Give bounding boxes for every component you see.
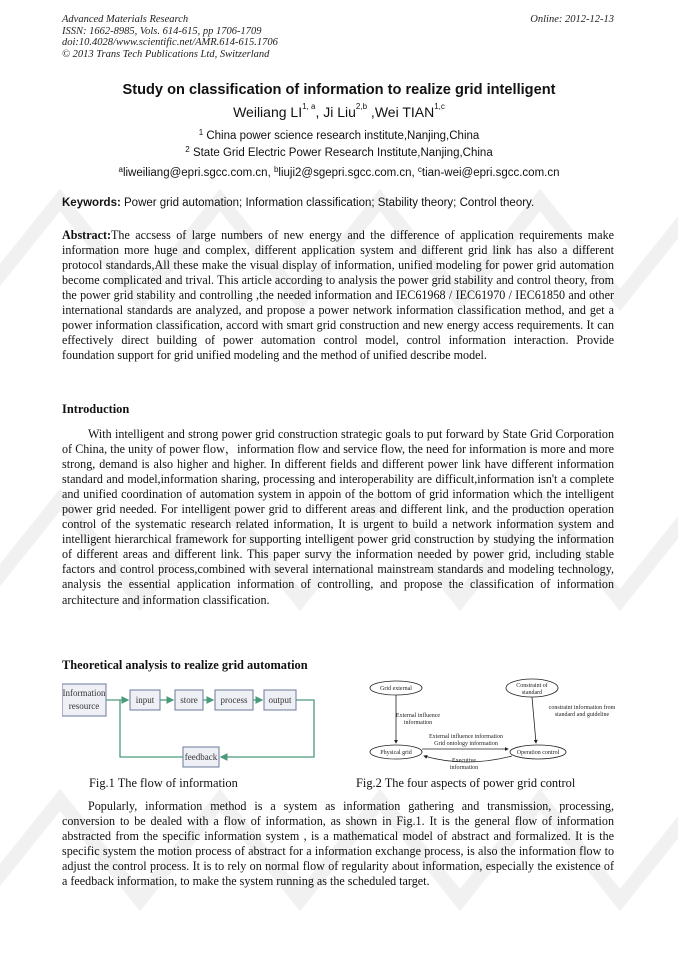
keywords (62, 197, 622, 209)
author-sup: 2,b (355, 102, 368, 111)
fig2-label: information (449, 765, 479, 771)
abstract-text: The accsess of large numbers of new energy and the difference of application requirements make information more huge and complex, different application system and different grid link has also a different protocol standards,All these make the visual display of information, unified modeling for power grid automation become complicated and trival. This article according to analysis the power grid stability and control theory, from the power grid stability and controlling ,the needed information and IEC61968 / IEC61970 / IEC61850 and other international standards are analyzed, and propose a power network information classification method, and get a power information classification, accord with smart grid construction and new energy access requirements. It can effectively direct building of power automation control model, control information interaction. Provide foundation support for grid unified modeling and the method of unified describe model. (62, 228, 614, 363)
fig2-label: information (403, 720, 433, 726)
email-link[interactable]: liuji2@sgepri.sgcc.com.cn (278, 167, 412, 179)
fig2-label: Grid ontology information (434, 741, 498, 747)
fig2-label: standard and guideline (554, 712, 610, 718)
affiliation (0, 130, 678, 142)
email-sup: b (273, 165, 279, 174)
fig2-label: External influence (395, 713, 441, 719)
section-heading: Introduction (62, 402, 130, 416)
figure-1-diagram (62, 682, 324, 778)
affiliation-sup: 2 (185, 145, 190, 154)
journal-header (62, 14, 278, 60)
author-list: Weiliang LI$^{1, a}$, Ji Liu$^{2,b}$ ,Wei TIAN$^{1,c}$ (233, 102, 445, 120)
fig2-label: Grid external (380, 686, 412, 692)
journal-copyright: © 2013 Trans Tech Publications Ltd, Switzerland (62, 48, 270, 60)
keywords-label: Keywords: (62, 197, 121, 209)
journal-issn: ISSN: 1662-8985, Vols. 614-615, pp 1706-1709 (62, 25, 262, 37)
introduction-paragraph: With intelligent and strong power grid construction strategic goals to put forward by State Grid Corporation of China, the unity of power flow，information flow and service flow, the need for information is more and more strong, demand is also higher and higher. In different fields and different power link have different information standard and model,information sharing, processing and interoperability are difficult,information isn't a complete and unified coordination of automation system in appoin of the bottom of grid information which the intelligent power grid needed. For intelligent power grid to different areas and different link, and the production operation control of the systematic research related information, It is urgent to build a network information system and intelligent hierarchical framework for supporting intelligent power grid construction by studying the information of different areas and different link. This paper survy the information needed by power grid, including stable factors and control process,combined with several international mainstream standards and modeling technology, analysis the essential application information of controlling, and propose the classification of information architecture and information classification. (62, 427, 614, 607)
affiliation-sup: 1 (198, 128, 204, 137)
fig2-label: Constraint of (516, 683, 548, 689)
fig1-label: store (180, 695, 198, 705)
figure-2-caption: Fig.2 The four aspects of power grid control (356, 776, 576, 790)
fig2-label: Operation control (516, 750, 560, 756)
section-heading: Theoretical analysis to realize grid automation (62, 658, 308, 672)
fig2-label: External influence information (429, 734, 503, 740)
fig2-label: Physical grid (380, 750, 412, 756)
author-name: Weiliang LI (233, 104, 303, 120)
body-paragraph: Popularly, information method is a system as information gathering and transmission, processing, conversion to be dealed with a flow of information, as shown in Fig.1. It is the general flow of information abstracted from the specific information system , is a mathematical model of abstract and formalized. It is the specific system the motion process of abstract for a information exchange process, is also the information flow to adjust the control process. It is to rely on normal flow of regularity about information, especially the existence of a feedback information, to make the system running as the scheduled target. (62, 799, 614, 889)
affiliation (0, 147, 678, 159)
journal-doi: doi:10.4028/www.scientific.net/AMR.614-615.1706 (62, 37, 278, 48)
abstract-label: Abstract: (62, 228, 112, 242)
fig1-label: input (135, 695, 155, 705)
abstract (62, 228, 614, 363)
figure-1-caption: Fig.1 The flow of information (89, 776, 238, 790)
author-name: Wei TIAN (374, 104, 435, 120)
figure-2-diagram (366, 676, 618, 776)
email-sup: c (417, 165, 422, 174)
online-date: Online: 2012-12-13 (530, 14, 614, 25)
email-link[interactable]: tian-wei@epri.sgcc.com.cn (421, 167, 560, 179)
journal-name: Advanced Materials Research (62, 14, 189, 25)
author-sup: 1, a (302, 102, 316, 111)
fig1-label: output (268, 695, 292, 705)
fig2-label: Executive (452, 758, 476, 764)
paper-title: Study on classification of information to realize grid intelligent (122, 82, 556, 98)
author-name: Ji Liu (323, 104, 356, 120)
email-link[interactable]: liweiliang@epri.sgcc.com.cn (122, 167, 268, 179)
email-list: $^a$liweiliang@epri.sgcc.com.cn, $^b$liuji2@sgepri.sgcc.com.cn, $^c$tian-wei@epri.sgcc.com.cn (118, 165, 560, 179)
fig2-label: standard (521, 690, 543, 696)
fig1-label: process (220, 695, 248, 705)
affiliation-text: State Grid Electric Power Research Institute,Nanjing,China (192, 147, 493, 159)
author-sup: 1,c (434, 102, 445, 111)
email-sup: a (118, 165, 123, 174)
keywords-text: Power grid automation; Information classification; Stability theory; Control theory. (124, 197, 535, 209)
fig1-label: Information (62, 688, 106, 698)
fig1-label: feedback (184, 752, 218, 762)
fig2-label: constraint information from (548, 705, 616, 711)
fig1-label: resource (68, 701, 100, 711)
fig2-arrow (532, 697, 536, 743)
affiliation-text: China power science research institute,Nanjing,China (206, 130, 480, 142)
